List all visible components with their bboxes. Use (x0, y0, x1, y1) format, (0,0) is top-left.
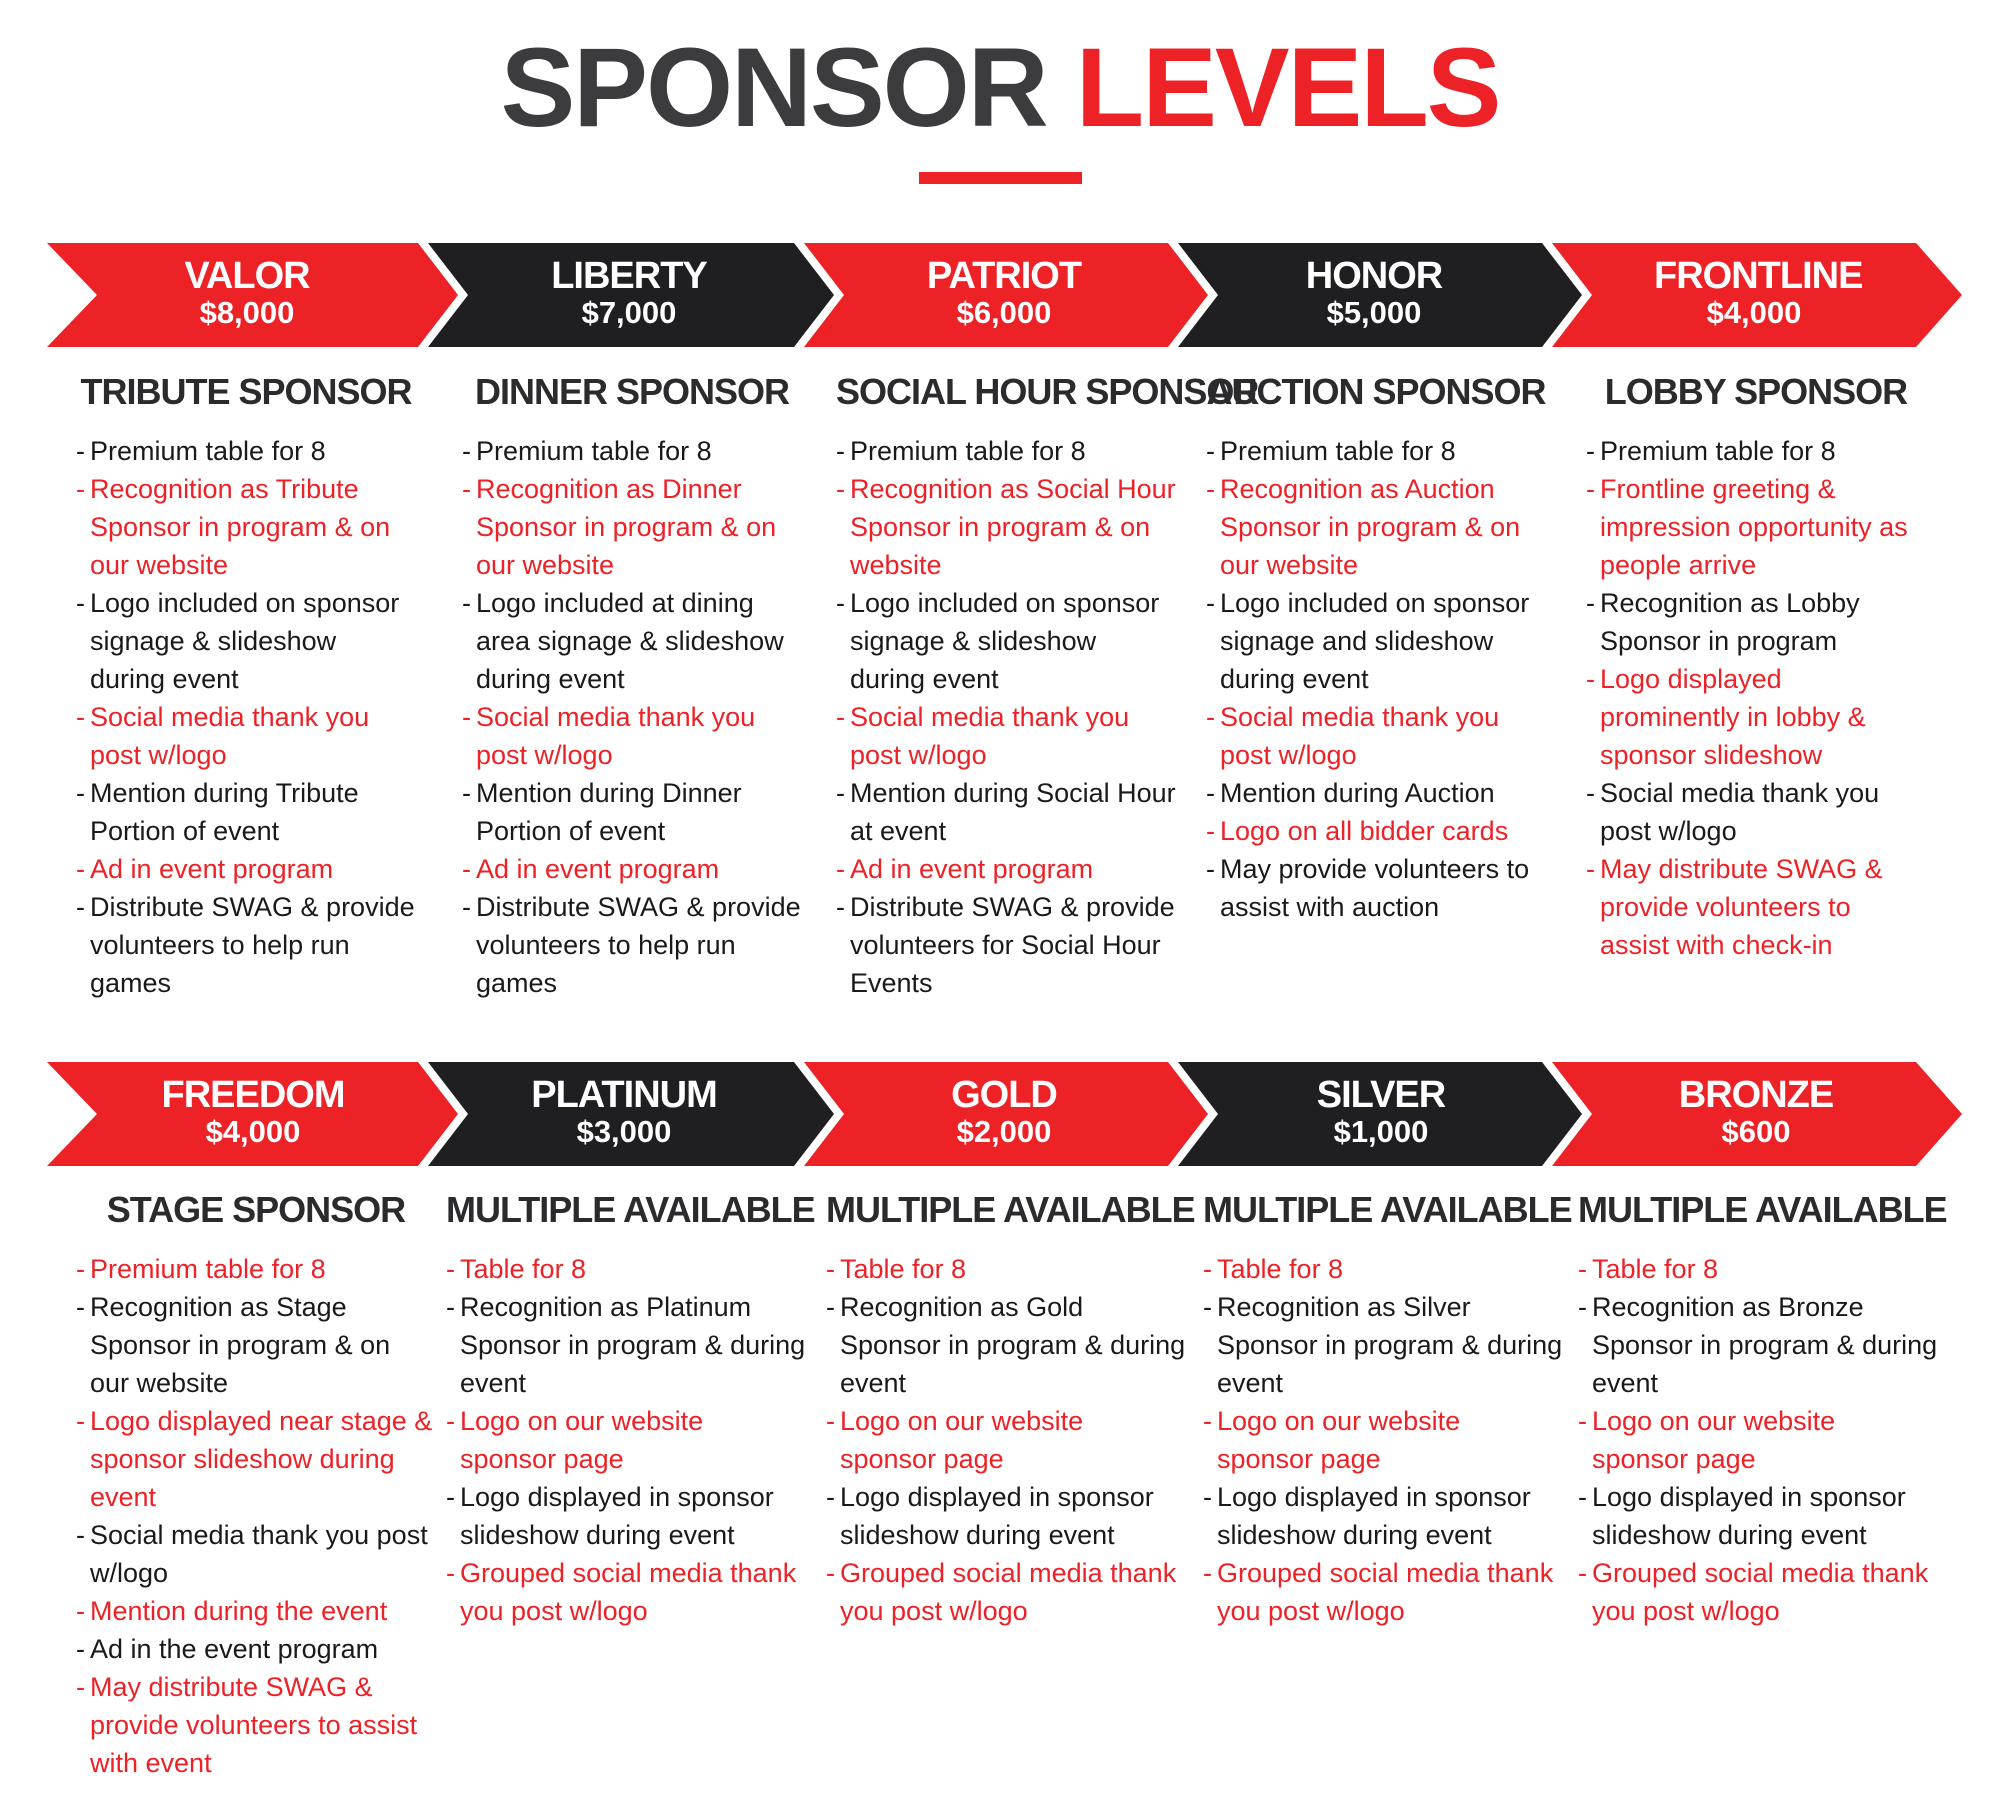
tier-price: $5,000 (1326, 295, 1422, 330)
tier-price: $600 (1721, 1114, 1791, 1149)
benefit-item: - Mention during the event (76, 1592, 436, 1630)
benefit-item: - Premium table for 8 (836, 432, 1176, 470)
tier-frontline (1654, 255, 1863, 331)
benefit-item: - Logo included on sponsor signage & slideshow during event (836, 584, 1176, 698)
benefit-item: - Ad in event program (836, 850, 1176, 888)
benefit-item: - May provide volunteers to assist with auction (1206, 850, 1546, 926)
tier-price: $2,000 (956, 1114, 1052, 1149)
column-valor (76, 372, 416, 1002)
tier-price: $8,000 (199, 295, 295, 330)
benefit-item: - Mention during Tribute Portion of event (76, 774, 416, 850)
benefit-item: - Recognition as Auction Sponsor in program & on our website (1206, 470, 1546, 584)
benefit-item: - Recognition as Platinum Sponsor in program & during event (446, 1288, 806, 1402)
tier-liberty (529, 257, 729, 331)
page-title (0, 25, 2000, 150)
tier-name: VALOR (184, 255, 310, 297)
column-platinum (446, 1189, 815, 1630)
benefit-item: - Recognition as Lobby Sponsor in program (1586, 584, 1926, 660)
benefit-item: - Logo on all bidder cards (1206, 812, 1546, 850)
sponsor-title: MULTIPLE AVAILABLE (446, 1189, 815, 1230)
benefit-item: - Logo displayed in sponsor slideshow during event (1578, 1478, 1938, 1554)
benefit-list (1206, 432, 1546, 926)
benefit-item: - Distribute SWAG & provide volunteers to help run games (462, 888, 802, 1002)
benefit-item: - Table for 8 (826, 1250, 1186, 1288)
title-word-levels: LEVELS (1075, 25, 1500, 150)
tier-name: PLATINUM (531, 1074, 717, 1116)
sponsor-title: STAGE SPONSOR (106, 1189, 406, 1230)
benefit-item: - Grouped social media thank you post w/logo (1578, 1554, 1938, 1630)
sponsor-title: LOBBY SPONSOR (1604, 371, 1908, 412)
sponsor-title: MULTIPLE AVAILABLE (1578, 1189, 1947, 1230)
benefit-item: - Social media thank you post w/logo (836, 698, 1176, 774)
tier-price: $4,000 (205, 1114, 301, 1149)
sponsor-title: TRIBUTE SPONSOR (80, 371, 412, 412)
tier-price: $6,000 (956, 295, 1052, 330)
tier-silver (1281, 1076, 1481, 1150)
benefit-list (1586, 432, 1926, 964)
sponsor-title: MULTIPLE AVAILABLE (826, 1189, 1195, 1230)
benefit-item: - Grouped social media thank you post w/logo (826, 1554, 1186, 1630)
column-freedom (76, 1190, 436, 1782)
tier-honor (1274, 257, 1474, 331)
column-honor (1206, 372, 1546, 926)
tier-bronze (1656, 1076, 1856, 1150)
title-word-sponsor: SPONSOR (500, 25, 1047, 150)
benefit-item: - Recognition as Tribute Sponsor in program & on our website (76, 470, 416, 584)
sponsor-title: AUCTION SPONSOR (1206, 371, 1546, 412)
benefit-item: - Ad in event program (462, 850, 802, 888)
tier-price: $1,000 (1333, 1114, 1429, 1149)
sponsor-title: SOCIAL HOUR SPONSOR (836, 371, 1259, 412)
benefit-item: - Grouped social media thank you post w/logo (446, 1554, 806, 1630)
benefit-item: - Table for 8 (1578, 1250, 1938, 1288)
benefit-item: - Logo displayed near stage & sponsor slideshow during event (76, 1402, 436, 1516)
benefit-item: - Mention during Dinner Portion of event (462, 774, 802, 850)
benefit-list (446, 1250, 806, 1630)
benefit-item: - Social media thank you post w/logo (76, 698, 416, 774)
benefit-item: - Logo on our website sponsor page (1203, 1402, 1563, 1478)
benefit-list (76, 1250, 436, 1782)
benefit-item: - Table for 8 (446, 1250, 806, 1288)
benefit-item: - Recognition as Silver Sponsor in program & during event (1203, 1288, 1563, 1402)
benefit-item: - May distribute SWAG & provide volunteers to assist with check-in (1586, 850, 1926, 964)
benefit-item: - Social media thank you post w/logo (1586, 774, 1926, 850)
benefit-item: - Premium table for 8 (76, 1250, 436, 1288)
benefit-item: - Logo on our website sponsor page (1578, 1402, 1938, 1478)
benefit-item: - Grouped social media thank you post w/logo (1203, 1554, 1563, 1630)
column-frontline (1586, 372, 1926, 964)
benefit-item: - Distribute SWAG & provide volunteers for Social Hour Events (836, 888, 1176, 1002)
benefit-item: - Logo displayed in sponsor slideshow during event (446, 1478, 806, 1554)
benefit-item: - Recognition as Gold Sponsor in program & during event (826, 1288, 1186, 1402)
benefit-item: - Ad in the event program (76, 1630, 436, 1668)
benefit-item: - Premium table for 8 (462, 432, 802, 470)
benefit-item: - Social media thank you post w/logo (462, 698, 802, 774)
benefit-item: - Mention during Auction (1206, 774, 1546, 812)
benefit-list (76, 432, 416, 1002)
benefit-list (836, 432, 1176, 1002)
sponsor-title: DINNER SPONSOR (474, 371, 790, 412)
column-silver (1203, 1189, 1572, 1630)
benefit-item: - Premium table for 8 (1206, 432, 1546, 470)
benefit-item: - Logo displayed in sponsor slideshow during event (1203, 1478, 1563, 1554)
column-liberty (462, 372, 802, 1002)
column-bronze (1578, 1189, 1947, 1630)
tier-name: FREEDOM (161, 1074, 345, 1116)
tier-platinum (524, 1076, 724, 1150)
benefit-item: - Recognition as Social Hour Sponsor in program & on website (836, 470, 1176, 584)
tier-gold (904, 1076, 1104, 1150)
benefit-item: - Premium table for 8 (76, 432, 416, 470)
tier-price: $4,000 (1706, 295, 1802, 330)
benefit-item: - Recognition as Dinner Sponsor in program & on our website (462, 470, 802, 584)
benefit-list (1203, 1250, 1563, 1630)
benefit-item: - May distribute SWAG & provide volunteers to assist with event (76, 1668, 436, 1782)
benefit-item: - Table for 8 (1203, 1250, 1563, 1288)
benefit-item: - Logo on our website sponsor page (826, 1402, 1186, 1478)
tier-name: HONOR (1305, 255, 1443, 297)
tier-name: FRONTLINE (1654, 255, 1863, 297)
benefit-item: - Logo on our website sponsor page (446, 1402, 806, 1478)
tier-valor (147, 257, 347, 331)
tier-patriot (904, 257, 1104, 331)
column-patriot (836, 371, 1259, 1002)
benefit-item: - Logo included at dining area signage & slideshow during event (462, 584, 802, 698)
benefit-item: - Frontline greeting & impression opportunity as people arrive (1586, 470, 1926, 584)
benefit-list (462, 432, 802, 1002)
tier-freedom (153, 1076, 353, 1150)
tier-price: $7,000 (581, 295, 677, 330)
benefit-item: - Recognition as Stage Sponsor in program & on our website (76, 1288, 436, 1402)
column-gold (826, 1189, 1195, 1630)
benefit-list (1578, 1250, 1938, 1630)
benefit-item: - Recognition as Bronze Sponsor in program & during event (1578, 1288, 1938, 1402)
benefit-item: - Mention during Social Hour at event (836, 774, 1176, 850)
tier-price: $3,000 (576, 1114, 672, 1149)
benefit-item: - Distribute SWAG & provide volunteers to help run games (76, 888, 416, 1002)
benefit-item: - Ad in event program (76, 850, 416, 888)
tier-name: PATRIOT (926, 255, 1082, 297)
benefit-item: - Premium table for 8 (1586, 432, 1926, 470)
tier-name: GOLD (951, 1074, 1057, 1116)
tier-name: LIBERTY (551, 255, 707, 297)
sponsor-title: MULTIPLE AVAILABLE (1203, 1189, 1572, 1230)
benefit-item: - Logo displayed in sponsor slideshow during event (826, 1478, 1186, 1554)
tier-name: BRONZE (1678, 1074, 1834, 1116)
benefit-item: - Social media thank you post w/logo (1206, 698, 1546, 774)
tier-name: SILVER (1316, 1074, 1446, 1116)
benefit-item: - Logo included on sponsor signage and slideshow during event (1206, 584, 1546, 698)
benefit-item: - Logo included on sponsor signage & slideshow during event (76, 584, 416, 698)
title-underline (919, 172, 1082, 184)
benefit-item: - Social media thank you post w/logo (76, 1516, 436, 1592)
benefit-item: - Logo displayed prominently in lobby & sponsor slideshow (1586, 660, 1926, 774)
benefit-list (826, 1250, 1186, 1630)
